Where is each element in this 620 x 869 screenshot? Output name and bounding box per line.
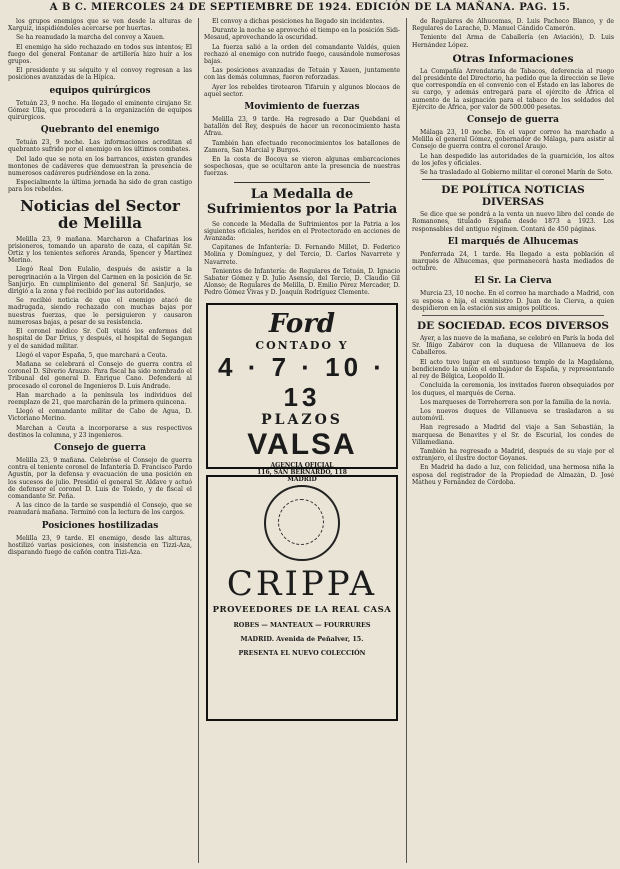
paragraph: Especialmente la última jornada ha sido de gran castigo para los rebeldes.	[8, 179, 192, 194]
headline: La Medalla de Sufrimientos por la Patria	[206, 186, 398, 217]
ford-numbers: 4 · 7 · 10 · 13	[218, 351, 386, 412]
column-3	[412, 18, 614, 863]
headline: Noticias del Sector de Melilla	[20, 196, 180, 232]
paragraph: Se dice que se pondrá a la venta un nuevo libro del conde de Romanones, titulado España desde 1873 a 1923. Los responsables del antiguo régimen. Contará de 450 páginas.	[412, 211, 614, 233]
paragraph: El enemigo ha sido rechazado en todos sus intentos; El fuego del general Fontanar de artillería hizo huír a los grupos.	[8, 43, 192, 66]
paragraph: Marchan a Ceuta a incorporarse a sus respectivos destinos la columna, y 23 ingenieros.	[8, 424, 192, 439]
paragraph: Del lado que se nota en los barrancos, existen grandes montones de cadáveres que demuestran la presencia de numerosos cadáveres pudriéndose en la zona.	[8, 155, 192, 178]
crippa-name: CRIPPA	[226, 563, 378, 604]
paragraph: Ayer, a las nueve de la mañana, se celebró en París la boda del Sr. Iñigo Zabárov con la duquesa de Villanueva de los Caballeros.	[412, 335, 614, 357]
paragraph: Tenientes de Infantería: de Regulares de Tetuán, D. Ignacio Sabater Gómez y D. Julio Asensio, del Tercio, D. Claudio Gil Alonso; de Regulares de Melilla, D. Emilio Pérez Mercader, D. Pedro Gómez Vivas y D. Joaquín Rodríguez Clemente.	[204, 267, 400, 297]
crippa-provider: PROVEEDORES DE LA REAL CASA	[212, 604, 392, 615]
ford-logo: Ford	[268, 308, 336, 339]
divider	[422, 179, 604, 180]
ford-address: 116, SAN BERNARDO, 118	[257, 468, 347, 476]
paragraph: También han efectuado reconocimientos los batallones de Zamora, San Marcial y Burgos.	[204, 139, 400, 154]
paragraph: de Regulares de Alhucemas, D. Luis Pacheco Blanco, y de Regulares de Larache, D. Manuel Cándido Camerón.	[412, 18, 614, 33]
paragraph: Capitanes de Infantería: D. Fernando Millet, D. Federico Molina y Domínguez, y del Tercio, D. Carlos Navarrete y Navarrete.	[204, 244, 400, 266]
paragraph: La fuerza salió a la orden del comandante Valdés, quien rechazó al enemigo con nutrido fuego, causándole numerosas bajas.	[204, 43, 400, 66]
paragraph: Melilla 23, 9 tarde. El enemigo, desde las alturas, hostilizó varias posiciones, con insistencia en Tizzi-Aza, disparando fuego de cañón contra Tizi-Aza.	[8, 534, 192, 556]
paragraph: Tetuán 23, 9 noche. Ha llegado el eminente cirujano Sr. Gómez Ulla, que procederá a la organización de equipos quirúrgicos.	[8, 99, 192, 122]
paragraph: Teniente del Arma de Caballería (en Aviación), D. Luis Hernández López.	[412, 34, 614, 49]
paragraph: los grupos enemigos que se ven desde la alturas de Xarguiz, inspidiéndoles acercarse por huertas.	[8, 18, 192, 33]
section-heading: DE POLÍTICA NOTICIAS DIVERSAS	[441, 184, 585, 209]
paragraph: Han regresado a Madrid del viaje a San Sebastián, la marquesa de Benavites y el Sr. de Escurial, los condes de Villamediana.	[412, 424, 614, 446]
paragraph: Llegó el comandante militar de Cabo de Agua, D. Victoriano Merino.	[8, 408, 192, 423]
paragraph: Melilla 23, 9 mañana. Celebróse el Consejo de guerra contra el teniente coronel de Infantería D. Francisco Pardo Agustín, por la defensa y evacuación de una posición en los sucesos de julio. Presidió el general Sr. Aldave y actuó de defensor el coronel D. Luis de Toledo, y de fiscal el comandante Sr. Peña.	[8, 456, 192, 500]
paragraph: Concluida la ceremonia, los invitados fueron obsequiados por los duques, el marqués de Cerna.	[412, 382, 614, 397]
paragraph: Ponferrada 24, 1 tarde. Ha llegado a esta población el marqués de Alhucemas, que permanecerá hasta mediados de octubre.	[412, 250, 614, 273]
column-1	[8, 18, 192, 863]
paragraph: Mañana se celebrará el Consejo de guerra contra el coronel D. Silverio Arauzo. Para fiscal ha sido nombrado el Tribunal del general D. Enrique Cano. Defenderá al procesado el coronel de Ingenieros D. Luis Andrade.	[8, 360, 192, 390]
paragraph: Melilla 23, 9 tarde. Ha regresado a Dar Quebdani el batallón del Rey, después de hacer un reconocimiento hasta Afrau.	[204, 116, 400, 138]
royal-seal-icon	[264, 485, 340, 561]
ford-agencia: AGENCIA OFICIAL	[270, 461, 334, 469]
section-heading: El marqués de Alhucemas	[447, 236, 579, 247]
divider	[234, 182, 370, 183]
ford-valsa: VALSA	[247, 427, 357, 461]
divider	[422, 315, 604, 316]
section-heading: Otras Informaciones	[452, 52, 574, 65]
paragraph: El acto tuvo lugar en el suntuoso templo de la Magdalena, bendiciendo la unión el embajador de España, y representando al rey de Bélgica, Leopoldo II.	[412, 358, 614, 381]
section-heading: Movimiento de fuerzas	[244, 102, 360, 113]
crippa-advertisement	[206, 475, 398, 721]
paragraph: En Madrid ha dado a luz, con felicidad, una hermosa niña la esposa del registrador de la Propiedad de Almazán, D. José Matheu y Fernández de Córdoba.	[412, 464, 614, 486]
paragraph: Llegó Real Don Eulalio, después de asistir a la peregrinación a la Virgen del Carmen en la posición de Sr. Sanjurjo. En cumplimiento del general Sr. Sanjurjo, se dirigió a la zona y fué recibido por las autoridades.	[8, 266, 192, 296]
paragraph: Llegó el vapor España, 5, que marchará a Ceuta.	[16, 351, 168, 359]
paragraph: A las cinco de la tarde se suspendió el Consejo, que se reanudará mañana. Terminó con la lectura de los cargos.	[8, 502, 192, 517]
paragraph: También ha regresado a Madrid, después de su viaje por el extranjero, el ilustre doctor Goyanes.	[412, 447, 614, 463]
paragraph: Los marqueses de Torreherrera son por la familia de la novia.	[420, 398, 612, 406]
section-heading: Quebranto del enemigo	[40, 125, 160, 136]
section-heading: DE SOCIEDAD. ECOS DIVERSOS	[416, 320, 609, 333]
column-2	[204, 18, 400, 863]
page-header: A B C. MIERCOLES 24 DE SEPTIEMBRE DE 1924. EDICIÓN DE LA MAÑANA. PAG. 15.	[49, 2, 571, 13]
section-heading: equipos quirúrgicos	[49, 85, 151, 96]
ford-plazos: PLAZOS	[261, 411, 343, 428]
paragraph: Se ha trasladado al Gobierno militar el coronel Marín de Soto.	[420, 169, 613, 177]
paragraph: El presidente y su séquito y el convoy regresan a las posiciones avanzadas de la Hípica.	[8, 67, 192, 82]
paragraph: En la costa de Bocoya se vieron algunas embarcaciones sospechosas, que se ocultaron ante la presencia de nuestras fuerzas.	[204, 156, 400, 178]
crippa-products: ROBES — MANTEAUX — FOURRURES	[233, 620, 371, 629]
paragraph: El coronel médico Sr. Coll visitó los enfermos del hospital de Dar Drius, y después, el hospital de Segangan y el de sanidad militar.	[8, 328, 192, 350]
paragraph: El convoy a dichas posiciones ha llegado sin incidentes.	[212, 18, 385, 25]
paragraph: Los nuevos duques de Villanueva se trasladaron a su automóvil.	[412, 407, 614, 423]
section-heading: Consejo de guerra	[54, 442, 146, 453]
section-heading: El Sr. La Cierva	[474, 276, 552, 287]
paragraph: Ayer los rebeldes tirotearon Tifaruin y algunos blocaos de aquel sector.	[204, 83, 400, 98]
paragraph: Le han despedido las autoridades de la guarnición, los altos de los jefes y oficiales.	[412, 152, 614, 167]
paragraph: Se ha reanudado la marcha del convoy a Xauen.	[16, 34, 165, 42]
paragraph: Murcia 23, 10 noche. En el correo ha marchado a Madrid, con su esposa e hija, el exministro D. Juan de la Cierva, a quien despidieron en la estación sus amigos políticos.	[412, 290, 614, 312]
paragraph: Durante la noche se aprovechó el tiempo en la posición Sidi-Mesaud, aprovechando la oscuridad.	[204, 27, 400, 42]
paragraph: Han marchado a la península los individuos del reemplazo de 21, que marcharán de la primera quincena.	[8, 391, 192, 406]
ford-advertisement	[206, 303, 398, 483]
paragraph: La Compañía Arrendataria de Tabacos, deferencia al ruego del presidente del Directorio, ha pedido que la dirección se lleve que correspondía en el convenio con el Estado en las labores de su cargo, y además entregará para el ejército de África el aumento de la asignación para el tabaco de los soldados del Ejército de África, por valor de 500.000 pesetas.	[412, 67, 614, 111]
paragraph: Las posiciones avanzadas de Tetuán y Xauen, juntamente con las demás columnas, fueron reforzadas.	[204, 67, 400, 82]
paragraph: Se concede la Medalla de Sufrimientos por la Patria a los siguientes oficiales, heridos en el Protectorado en acciones de Avanzada:	[204, 220, 400, 243]
paragraph: Se recibió noticia de que el enemigo atacó de madrugada, siendo rechazado con muchas bajas por nuestras fuerzas, que le persiguieron y causaron numerosas bajas, a pesar de su resistencia.	[8, 297, 192, 326]
crippa-address: MADRID. Avenida de Peñalver, 15.	[240, 634, 364, 643]
paragraph: Málaga 23, 10 noche. En el vapor correo ha marchado a Melilla el general Gómez, gobernador de Málaga, para asistir al Consejo de guerra contra el coronel Araujo.	[412, 129, 614, 151]
section-heading: Posiciones hostilizadas	[41, 520, 159, 531]
paragraph: Tetuán 23, 9 noche. Las informaciones acreditan el quebranto sufrido por el enemigo en los últimos combates.	[8, 139, 192, 154]
ford-city: MADRID	[287, 475, 317, 483]
column-rule	[198, 18, 199, 863]
paragraph: Melilla 23, 9 mañana. Marcharon a Chafarinas los prisioneros, tomando un aparato de caza, el capitán Sr. Ortiz y los tenientes señores Aranda, Spencer y Martínez Merino.	[8, 235, 192, 265]
section-heading: Consejo de guerra	[467, 115, 559, 126]
column-rule	[406, 18, 407, 863]
ford-contado: CONTADO Y	[255, 338, 349, 352]
crippa-collection: PRESENTA EL NUEVO COLECCIÓN	[238, 648, 366, 657]
